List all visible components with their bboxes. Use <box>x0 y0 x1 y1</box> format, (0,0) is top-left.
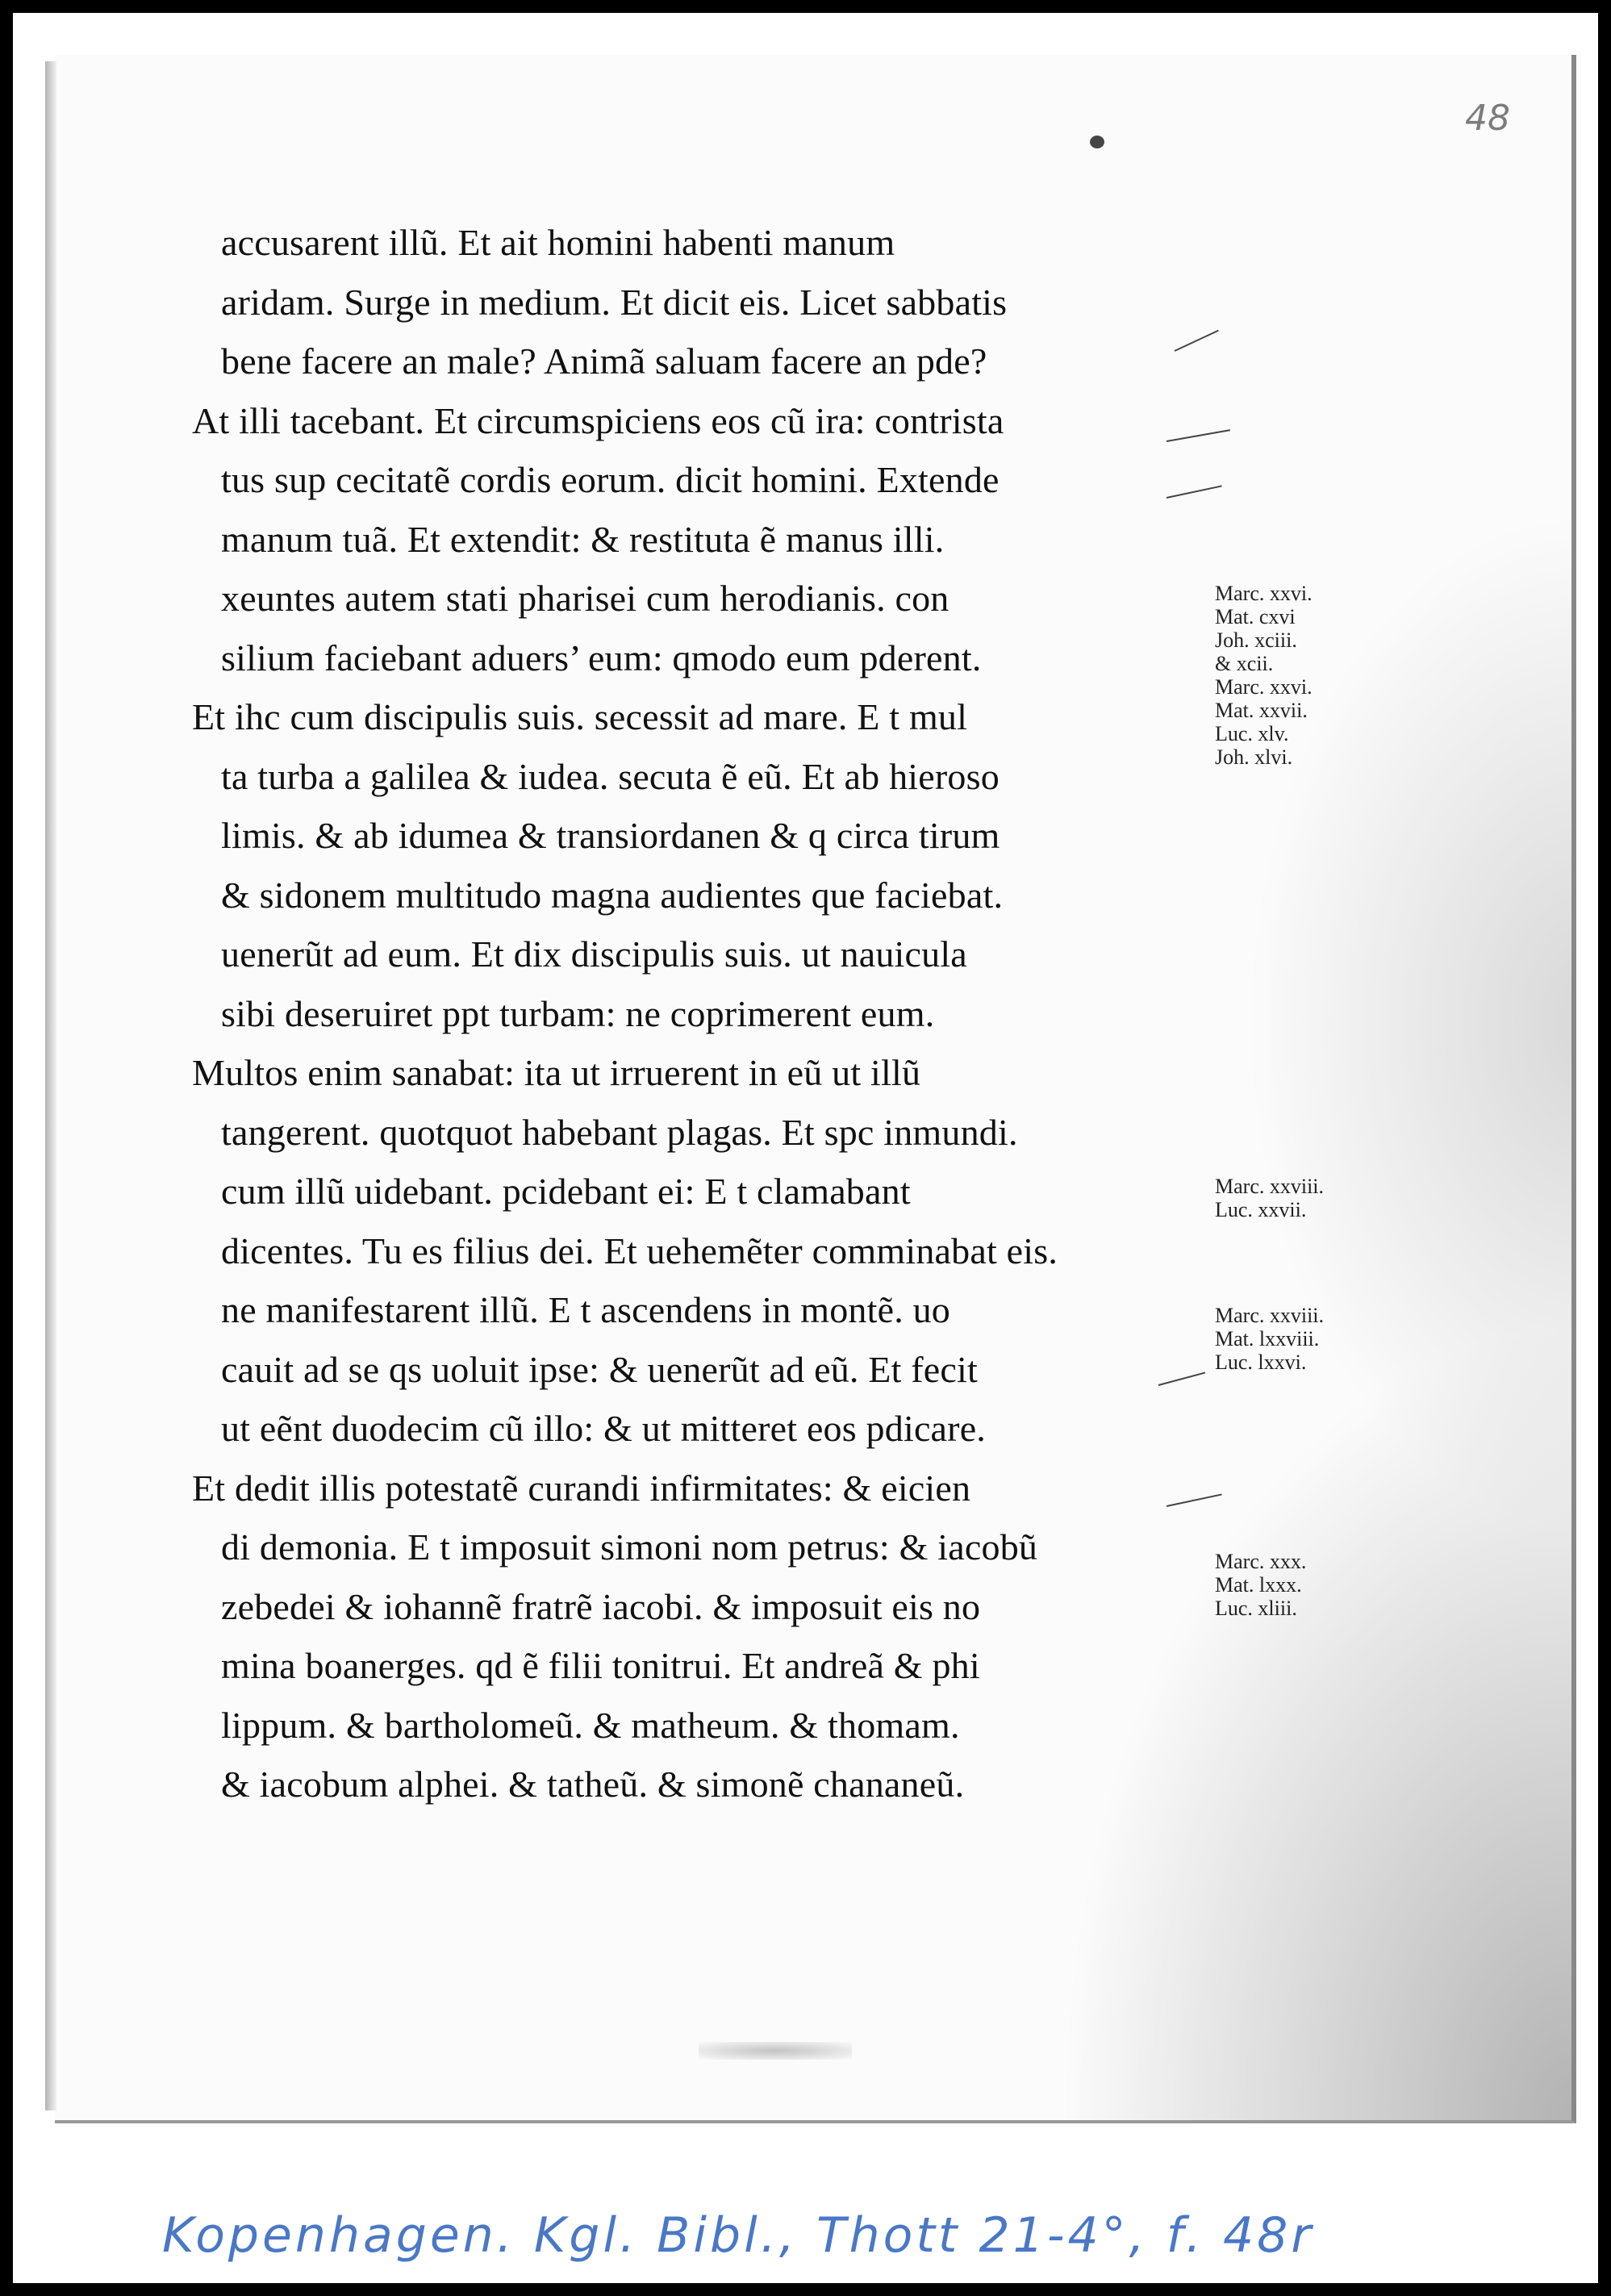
text-line: mina boanerges. qd ẽ filii tonitrui. Et andreã & phi <box>221 1645 980 1686</box>
margin-note: Mat. cxvi <box>1215 605 1296 628</box>
margin-notes-group-1 <box>1215 582 1313 769</box>
margin-note: Marc. xxviii. <box>1215 1175 1325 1198</box>
text-line: manum tuã. Et extendit: & restituta ẽ manus illi. <box>221 518 945 560</box>
manuscript-text <box>192 213 1246 1814</box>
margin-notes-group-3 <box>1215 1304 1324 1374</box>
text-line: zebedei & iohannẽ fratrẽ iacobi. & imposuit eis no <box>221 1585 981 1627</box>
margin-note: Luc. lxxvi. <box>1215 1350 1307 1374</box>
text-line: cum illũ uidebant. pcidebant ei: E t clamabant <box>221 1171 911 1212</box>
margin-note: Mat. lxxviii. <box>1215 1327 1320 1350</box>
text-line: di demonia. E t imposuit simoni nom petrus: & iacobũ <box>221 1526 1038 1568</box>
margin-note: & xcii. <box>1215 652 1274 675</box>
text-line: aridam. Surge in medium. Et dicit eis. Licet sabbatis <box>221 281 1008 323</box>
margin-note: Luc. xliii. <box>1215 1597 1297 1620</box>
stamp-smudge <box>699 2042 852 2060</box>
margin-note: Marc. xxx. <box>1215 1550 1307 1573</box>
margin-note: Marc. xxvi. <box>1215 675 1313 699</box>
margin-note: Joh. xciii. <box>1215 628 1297 652</box>
parchment-hole <box>1090 136 1104 148</box>
text-line: silium faciebant aduers’ eum: qmodo eum pderent. <box>221 637 982 678</box>
text-line: limis. & ab idumea & transiordanen & q circa tirum <box>221 815 1000 856</box>
text-line: accusarent illũ. Et ait homini habenti manum <box>221 222 895 263</box>
margin-notes-group-4 <box>1215 1550 1306 1620</box>
margin-note: Joh. xlvi. <box>1215 745 1293 769</box>
margin-note: Marc. xxvi. <box>1215 582 1313 605</box>
text-line: cauit ad se qs uoluit ipse: & uenerũt ad eũ. Et fecit <box>221 1348 978 1390</box>
text-line: & sidonem multitudo magna audientes que faciebat. <box>221 874 1004 916</box>
margin-note: Luc. xlv. <box>1215 722 1289 745</box>
margin-note: Marc. xxviii. <box>1215 1304 1325 1327</box>
text-line: sibi deseruiret ppt turbam: ne coprimerent eum. <box>221 992 935 1034</box>
leaf-shadow <box>45 61 56 2110</box>
text-line: ne manifestarent illũ. E t ascendens in montẽ. uo <box>221 1289 950 1330</box>
margin-note: Mat. lxxx. <box>1215 1573 1302 1597</box>
text-line: xeuntes autem stati pharisei cum herodianis. con <box>221 578 949 619</box>
text-line: ut eẽnt duodecim cũ illo: & ut mitteret eos pdicare. <box>221 1408 987 1449</box>
text-line: uenerũt ad eum. Et dix discipulis suis. ut nauicula <box>221 933 967 975</box>
margin-note: Mat. xxvii. <box>1215 699 1308 722</box>
text-line: dicentes. Tu es filius dei. Et uehemẽter comminabat eis. <box>221 1229 1058 1271</box>
text-line: At illi tacebant. Et circumspiciens eos cũ ira: contrista <box>192 399 1004 441</box>
text-line: bene facere an male? Animã saluam facere an pde? <box>221 340 987 382</box>
photo-frame <box>13 13 1598 2283</box>
folio-number: 48 <box>1465 98 1510 139</box>
margin-note: Luc. xxvii. <box>1215 1198 1307 1221</box>
text-line: ta turba a galilea & iudea. secuta ẽ eũ. Et ab hieroso <box>221 755 1000 797</box>
text-line: & iacobum alphei. & tatheũ. & simonẽ chananeũ. <box>221 1764 965 1805</box>
text-line: Multos enim sanabat: ita ut irruerent in eũ ut illũ <box>192 1052 921 1093</box>
text-line: Et ihc cum discipulis suis. secessit ad mare. E t mul <box>192 696 968 737</box>
margin-notes-group-2 <box>1215 1175 1324 1221</box>
text-line: tangerent. quotquot habebant plagas. Et spc inmundi. <box>221 1111 1018 1153</box>
text-line: Et dedit illis potestatẽ curandi infirmitates: & eicien <box>192 1467 971 1509</box>
text-line: lippum. & bartholomeũ. & matheum. & thomam. <box>221 1704 960 1746</box>
text-line: tus sup cecitatẽ cordis eorum. dicit homini. Extende <box>221 459 1000 500</box>
archive-caption: Kopenhagen. Kgl. Bibl., Thott 21-4°, f. 48r <box>162 2207 1315 2264</box>
